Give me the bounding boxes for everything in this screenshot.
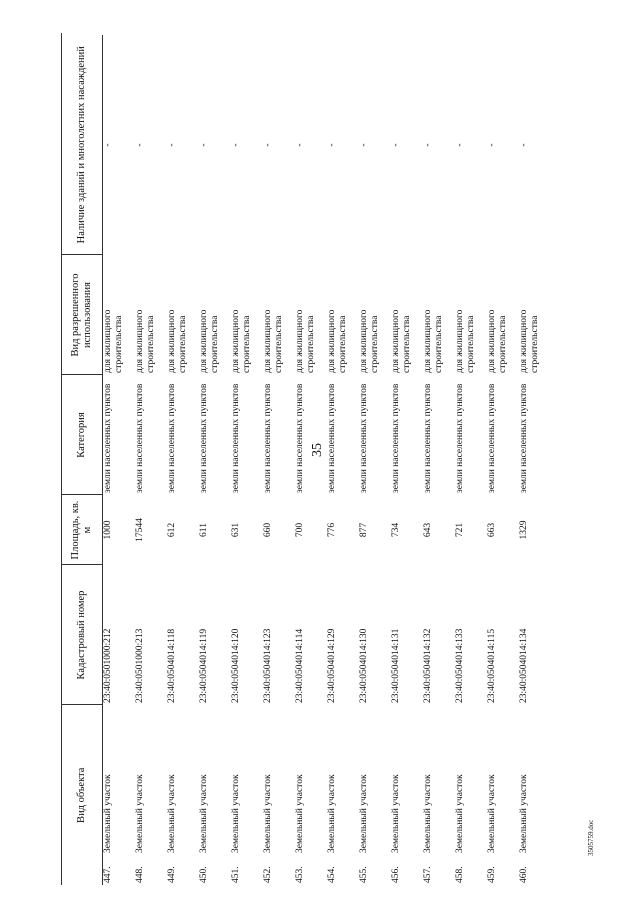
cell-object-type — [519, 705, 551, 885]
cell-cadastral-number: 23:40:0504014:129 — [327, 628, 337, 703]
row-number: 455. — [359, 866, 369, 883]
object-type: Земельный участок — [455, 774, 465, 853]
cell-area: 721 — [455, 522, 465, 538]
cell-category: земли населенных пунктов — [455, 383, 465, 493]
object-type: Земельный участок — [263, 774, 273, 853]
cell-object-type — [391, 705, 423, 885]
rotated-table-container — [62, 35, 572, 885]
cell-buildings: - — [199, 143, 209, 147]
cell-permitted-use: для жилищного строительства — [391, 309, 412, 373]
page-number: 35 — [310, 443, 325, 457]
cell-area: 663 — [487, 522, 497, 538]
cell-permitted-use: для жилищного строительства — [231, 309, 252, 373]
cell-cadastral-number: 23:40:0501000:213 — [135, 628, 145, 703]
cell-cadastral-number: 23:40:0504014:132 — [423, 628, 433, 703]
header-buildings: Наличие зданий и многолетних насаждений — [62, 35, 103, 255]
cell-cadastral-number: 23:40:0504014:123 — [263, 628, 273, 703]
header-permitted-use: Вид разрешенного использования — [62, 255, 103, 375]
cell-permitted-use: для жилищного строительства — [327, 309, 348, 373]
cell-area: 611 — [199, 523, 209, 537]
table-row — [263, 35, 295, 885]
cell-area: 643 — [423, 522, 433, 538]
header-area: Площадь, кв. м — [62, 495, 103, 565]
table-row — [423, 35, 455, 885]
cell-permitted-use: для жилищного строительства — [295, 309, 316, 373]
cell-area: 660 — [263, 522, 273, 538]
cell-object-type — [455, 705, 487, 885]
header-cadastral-number: Кадастровый номер — [62, 565, 103, 705]
cell-object-type — [103, 705, 136, 885]
cell-category: земли населенных пунктов — [263, 383, 273, 493]
cell-category: земли населенных пунктов — [135, 383, 145, 493]
cell-buildings: - — [391, 143, 401, 147]
cell-buildings: - — [487, 143, 497, 147]
cell-cadastral-number: 23:40:0504014:115 — [487, 628, 497, 703]
row-number: 450. — [199, 866, 209, 883]
object-type: Земельный участок — [519, 774, 529, 853]
table-row — [391, 35, 423, 885]
object-type: Земельный участок — [423, 774, 433, 853]
cell-object-type — [327, 705, 359, 885]
cell-buildings: - — [423, 143, 433, 147]
object-type: Земельный участок — [231, 774, 241, 853]
row-number: 458. — [455, 866, 465, 883]
cell-category: земли населенных пунктов — [423, 383, 433, 493]
table-row — [231, 35, 263, 885]
cell-object-type — [231, 705, 263, 885]
object-type: Земельный участок — [487, 774, 497, 853]
cell-category: земли населенных пунктов — [391, 383, 401, 493]
row-number: 452. — [263, 866, 273, 883]
object-type: Земельный участок — [295, 774, 305, 853]
table-row — [103, 35, 136, 885]
cell-object-type — [423, 705, 455, 885]
row-number: 453. — [295, 866, 305, 883]
cell-cadastral-number: 23:40:0501000:212 — [103, 628, 113, 703]
cell-cadastral-number: 23:40:0504014:118 — [167, 628, 177, 703]
cell-permitted-use: для жилищного строительства — [423, 309, 444, 373]
cell-area: 612 — [167, 522, 177, 538]
row-number: 460. — [519, 866, 529, 883]
object-type: Земельный участок — [103, 774, 113, 853]
cell-area: 1329 — [519, 520, 529, 540]
cell-permitted-use: для жилищного строительства — [103, 309, 124, 373]
table-row — [519, 35, 551, 885]
cell-buildings: - — [519, 143, 529, 147]
cell-area: 734 — [391, 522, 401, 538]
object-type: Земельный участок — [135, 774, 145, 853]
table-row — [327, 35, 359, 885]
cell-cadastral-number: 23:40:0504014:131 — [391, 628, 401, 703]
object-type: Земельный участок — [359, 774, 369, 853]
cell-buildings: - — [263, 143, 273, 147]
object-type: Земельный участок — [327, 774, 337, 853]
cell-permitted-use: для жилищного строительства — [487, 309, 508, 373]
table-row — [487, 35, 519, 885]
cell-category: земли населенных пунктов — [231, 383, 241, 493]
table-body — [103, 35, 552, 885]
cell-buildings: - — [455, 143, 465, 147]
cell-object-type — [135, 705, 167, 885]
land-plots-table — [62, 35, 551, 885]
row-number: 449. — [167, 866, 177, 883]
cell-cadastral-number: 23:40:0504014:114 — [295, 628, 305, 703]
object-type: Земельный участок — [167, 774, 177, 853]
row-number: 451. — [231, 866, 241, 883]
row-number: 447. — [103, 866, 113, 883]
cell-category: земли населенных пунктов — [519, 383, 529, 493]
cell-area: 631 — [231, 522, 241, 538]
cell-object-type — [199, 705, 231, 885]
cell-category: земли населенных пунктов — [359, 383, 369, 493]
cell-permitted-use: для жилищного строительства — [519, 309, 540, 373]
object-type: Земельный участок — [199, 774, 209, 853]
table-header-row — [62, 35, 103, 885]
row-number: 454. — [327, 866, 337, 883]
cell-area: 877 — [359, 522, 369, 538]
cell-permitted-use: для жилищного строительства — [135, 309, 156, 373]
cell-cadastral-number: 23:40:0504014:119 — [199, 628, 209, 703]
cell-cadastral-number: 23:40:0504014:134 — [519, 628, 529, 703]
table-row — [167, 35, 199, 885]
table-row — [455, 35, 487, 885]
cell-buildings: - — [103, 143, 113, 147]
header-category: Категория — [62, 375, 103, 495]
cell-category: земли населенных пунктов — [295, 383, 305, 493]
cell-buildings: - — [231, 143, 241, 147]
row-number: 448. — [135, 866, 145, 883]
row-number: 457. — [423, 866, 433, 883]
cell-permitted-use: для жилищного строительства — [167, 309, 188, 373]
cell-object-type — [487, 705, 519, 885]
table-row — [199, 35, 231, 885]
cell-area: 1000 — [103, 520, 113, 540]
cell-category: земли населенных пунктов — [487, 383, 497, 493]
cell-permitted-use: для жилищного строительства — [359, 309, 380, 373]
cell-area: 17544 — [135, 518, 145, 542]
cell-permitted-use: для жилищного строительства — [199, 309, 220, 373]
table-row — [135, 35, 167, 885]
cell-buildings: - — [327, 143, 337, 147]
cell-area: 700 — [295, 522, 305, 538]
cell-category: земли населенных пунктов — [199, 383, 209, 493]
cell-object-type — [295, 705, 327, 885]
cell-cadastral-number: 23:40:0504014:133 — [455, 628, 465, 703]
cell-category: земли населенных пунктов — [327, 383, 337, 493]
cell-object-type — [359, 705, 391, 885]
table-row — [295, 35, 327, 885]
object-type: Земельный участок — [391, 774, 401, 853]
cell-cadastral-number: 23:40:0504014:130 — [359, 628, 369, 703]
cell-area: 776 — [327, 522, 337, 538]
cell-object-type — [263, 705, 295, 885]
cell-buildings: - — [167, 143, 177, 147]
cell-buildings: - — [295, 143, 305, 147]
cell-permitted-use: для жилищного строительства — [263, 309, 284, 373]
cell-category: земли населенных пунктов — [103, 383, 113, 493]
cell-cadastral-number: 23:40:0504014:120 — [231, 628, 241, 703]
cell-buildings: - — [135, 143, 145, 147]
cell-buildings: - — [359, 143, 369, 147]
cell-permitted-use: для жилищного строительства — [455, 309, 476, 373]
header-object-type: Вид объекта — [76, 767, 87, 823]
table-row — [359, 35, 391, 885]
document-reference: 3505759.doc — [587, 819, 595, 856]
cell-category: земли населенных пунктов — [167, 383, 177, 493]
cell-object-type — [167, 705, 199, 885]
row-number: 459. — [487, 866, 497, 883]
row-number: 456. — [391, 866, 401, 883]
